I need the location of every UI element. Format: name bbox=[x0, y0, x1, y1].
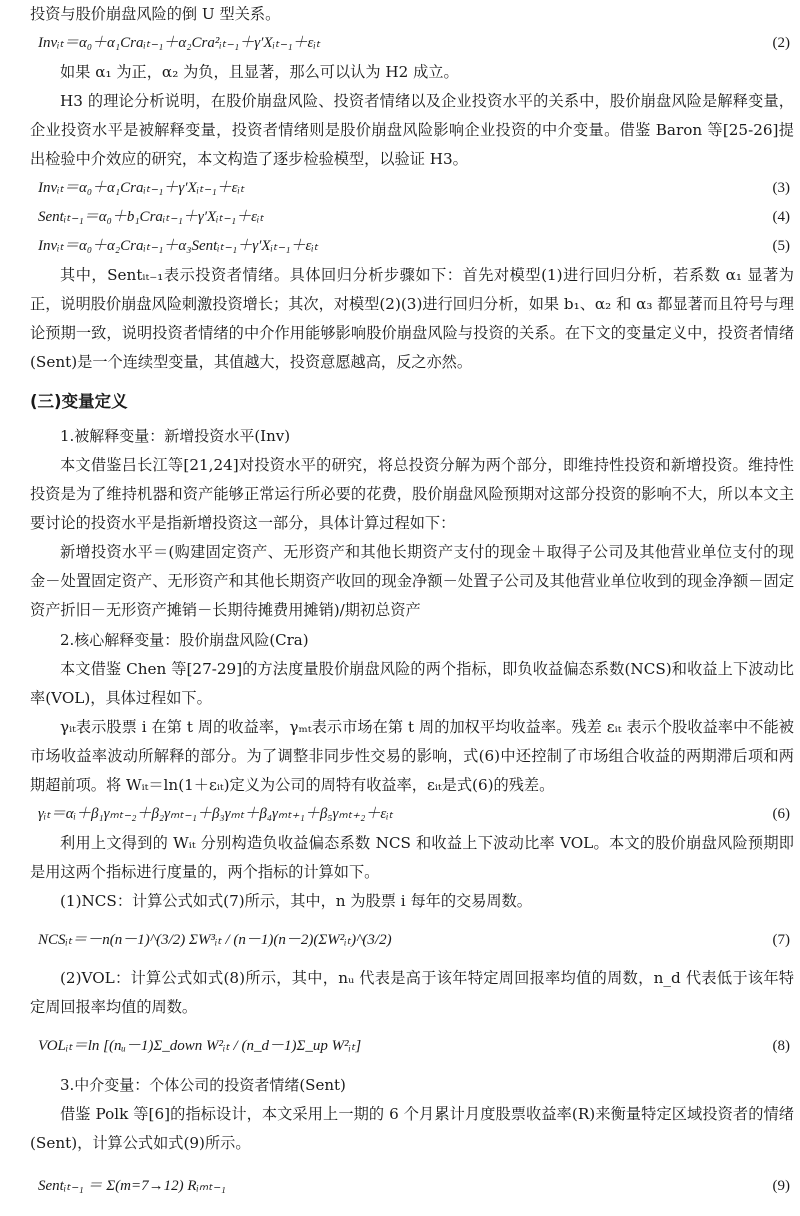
paragraph: 本文借鉴吕长江等[21,24]对投资水平的研究，将总投资分解为两个部分，即维持性投资和新增投资。维持性投资是为了维持机器和资产能够正常运行所必要的花费，股价崩盘风险预期对这部分投资的影响不大，所以本文主要讨论的投资水平是指新增投资这一部分，具体计算过程如下： bbox=[30, 456, 794, 532]
paragraph: H3 的理论分析说明，在股价崩盘风险、投资者情绪以及企业投资水平的关系中，股价崩盘风险是解释变量，企业投资水平是被解释变量，投资者情绪则是股价崩盘风险影响企业投资的中介变量。借鉴 Baron 等[25-26]提出检验中介效应的研究，本文构造了逐步检验模型，以验证 H3。 bbox=[30, 92, 794, 168]
equation-formula: Sentᵢₜ₋₁＝α₀＋b₁Craᵢₜ₋₁＋γ′Xᵢₜ₋₁＋εᵢₜ bbox=[38, 209, 264, 225]
paragraph: (2)VOL：计算公式如式(8)所示，其中，nᵤ 代表是高于该年特定周回报率均值的周数，n_d 代表低于该年特定周回报率均值的周数。 bbox=[30, 969, 794, 1016]
paragraph: γᵢₜ表示股票 i 在第 t 周的收益率，γₘₜ表示市场在第 t 周的加权平均收益率。残差 εᵢₜ 表示个股收益率中不能被市场收益率波动所解释的部分。为了调整非同步性交易的影响，式(6)中还控制了市场组合收益的两期滞后项和两期超前项。将 Wᵢₜ＝ln(1＋εᵢₜ)定义为公司的周特有收益率，εᵢₜ是式(6)的残差。 bbox=[30, 718, 794, 794]
equation-formula: γᵢₜ＝αᵢ＋β₁γₘₜ₋₂＋β₂γₘₜ₋₁＋β₃γₘₜ＋β₄γₘₜ₊₁＋β₅γₘₜ₊₂＋εᵢₜ bbox=[38, 806, 394, 822]
paragraph: (1)NCS：计算公式如式(7)所示，其中，n 为股票 i 每年的交易周数。 bbox=[60, 892, 532, 910]
equation-formula: Sentᵢₜ₋₁ ＝ Σ(m=7→12) Rᵢₘₜ₋₁ bbox=[38, 1178, 226, 1194]
paragraph: 利用上文得到的 Wᵢₜ 分别构造负收益偏态系数 NCS 和收益上下波动比率 VOL。本文的股价崩盘风险预期即是用这两个指标进行度量的，两个指标的计算如下。 bbox=[30, 834, 794, 881]
equation-formula: Invᵢₜ＝α₀＋α₁Craᵢₜ₋₁＋γ′Xᵢₜ₋₁＋εᵢₜ bbox=[38, 180, 245, 196]
subsection-heading: 3.中介变量：个体公司的投资者情绪(Sent) bbox=[60, 1076, 346, 1094]
paper-page bbox=[30, 0, 794, 1216]
equation-formula: Invᵢₜ＝α₀＋α₁Craᵢₜ₋₁＋α₂Cra²ᵢₜ₋₁＋γ′Xᵢₜ₋₁＋εᵢₜ bbox=[38, 35, 321, 51]
paragraph: 如果 α₁ 为正，α₂ 为负，且显著，那么可以认为 H2 成立。 bbox=[60, 63, 459, 81]
equation-4 bbox=[30, 203, 794, 232]
equation-number: (5) bbox=[772, 238, 790, 254]
equation-6 bbox=[30, 800, 794, 829]
equation-formula: VOLᵢₜ＝ln [(nᵤ－1)Σ_down W²ᵢₜ / (n_d－1)Σ_up W²ᵢₜ] bbox=[38, 1038, 362, 1054]
equation-formula: NCSᵢₜ＝－n(n－1)^(3/2) ΣW³ᵢₜ / (n－1)(n－2)(ΣW²ᵢₜ)^(3/2) bbox=[38, 932, 392, 948]
paragraph: 新增投资水平＝(购建固定资产、无形资产和其他长期资产支付的现金＋取得子公司及其他营业单位支付的现金－处置固定资产、无形资产和其他长期资产收回的现金净额－处置子公司及其他营业单位收到的现金净额－固定资产折旧－无形资产摊销－长期待摊费用摊销)/期初总资产 bbox=[30, 543, 794, 619]
equation-5 bbox=[30, 232, 794, 261]
paragraph: 其中，Sentᵢₜ₋₁表示投资者情绪。具体回归分析步骤如下：首先对模型(1)进行回归分析，若系数 α₁ 显著为正，说明股价崩盘风险刺激投资增长；其次，对模型(2)(3)进行回归分析，如果 b₁、α₂ 和 α₃ 都显著而且符号与理论预期一致，说明投资者情绪的中介作用能够影响股价崩盘风险与投资的关系。在下文的变量定义中，投资者情绪(Sent)是一个连续型变量，其值越大，投资意愿越高，反之亦然。 bbox=[30, 266, 794, 371]
equation-number: (6) bbox=[772, 806, 790, 822]
equation-8 bbox=[30, 1022, 794, 1070]
subsection-heading: 1.被解释变量：新增投资水平(Inv) bbox=[60, 427, 291, 445]
equation-9 bbox=[30, 1158, 794, 1216]
equation-number: (4) bbox=[772, 209, 790, 225]
paragraph: 投资与股价崩盘风险的倒 U 型关系。 bbox=[30, 5, 281, 23]
equation-number: (8) bbox=[772, 1038, 790, 1054]
equation-formula: Invᵢₜ＝α₀＋α₂Craᵢₜ₋₁＋α₃Sentᵢₜ₋₁＋γ′Xᵢₜ₋₁＋εᵢₜ bbox=[38, 238, 319, 254]
paragraph: 借鉴 Polk 等[6]的指标设计，本文采用上一期的 6 个月累计月度股票收益率(R)来衡量特定区域投资者的情绪(Sent)，计算公式如式(9)所示。 bbox=[30, 1105, 794, 1152]
subsection-heading: 2.核心解释变量：股价崩盘风险(Cra) bbox=[60, 631, 309, 649]
equation-3 bbox=[30, 174, 794, 203]
section-heading: (三)变量定义 bbox=[30, 392, 128, 411]
paragraph: 本文借鉴 Chen 等[27-29]的方法度量股价崩盘风险的两个指标，即负收益偏态系数(NCS)和收益上下波动比率(VOL)，具体过程如下。 bbox=[30, 660, 794, 707]
equation-number: (7) bbox=[772, 932, 790, 948]
equation-2 bbox=[30, 29, 794, 58]
equation-number: (3) bbox=[772, 180, 790, 196]
equation-number: (9) bbox=[772, 1178, 790, 1194]
equation-number: (2) bbox=[772, 35, 790, 51]
equation-7 bbox=[30, 916, 794, 964]
